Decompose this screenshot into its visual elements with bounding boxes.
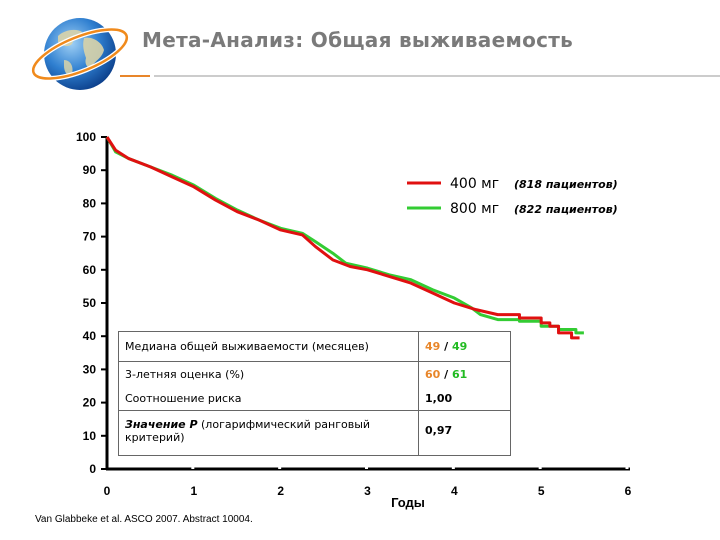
stats-row-pvalue: [119, 411, 511, 456]
chart-legend: [407, 176, 618, 217]
y-tick-label-80: 80: [82, 196, 96, 211]
stats-label-pvalue: [119, 411, 419, 456]
stats-value-3yr: 60 / 61: [425, 368, 468, 381]
stats-row-hazard: [119, 388, 511, 411]
x-tick-label-5: 5: [537, 484, 545, 498]
three-year-400: 60: [425, 368, 441, 381]
y-tick-label-40: 40: [82, 329, 96, 344]
stats-value-median: 49 / 49: [419, 332, 511, 362]
series-line-400mg: [107, 137, 580, 338]
legend-name-0: 400 мг: [450, 176, 500, 192]
y-tick-label-50: 50: [82, 296, 96, 310]
median-400: 49: [425, 340, 441, 353]
survival-stats-table: [118, 331, 511, 456]
x-tick-label-0: 0: [103, 484, 111, 498]
x-tick-label-1: 1: [190, 484, 198, 498]
stats-label-median: Медиана общей выживаемости (месяцев): [119, 332, 419, 362]
y-tick-label-30: 30: [82, 362, 96, 377]
legend-note-0: (818 пациентов): [514, 178, 618, 191]
x-tick-label-4: 4: [450, 484, 458, 498]
series-line-800mg: [107, 137, 584, 333]
x-tick-label-6: 6: [624, 484, 632, 498]
x-tick-label-3: 3: [364, 484, 371, 498]
stats-value-pvalue: 0,97: [425, 424, 453, 437]
stats-value-hazard: 1,00: [419, 388, 511, 411]
citation-footnote: Van Glabbeke et al. ASCO 2007. Abstract 10004.: [35, 514, 253, 525]
x-tick-label-2: 2: [277, 484, 285, 498]
y-tick-label-60: 60: [82, 262, 96, 277]
legend-name-1: 800 мг: [450, 201, 500, 217]
y-tick-label-0: 0: [89, 462, 96, 476]
median-800: 49: [452, 340, 468, 353]
stats-row-3yr: [119, 362, 511, 388]
y-tick-label-10: 10: [82, 428, 96, 443]
legend-note-1: (822 пациентов): [514, 203, 618, 216]
stats-row-median: [119, 332, 511, 362]
page-title: Мета-Анализ: Общая выживаемость: [142, 28, 574, 52]
stats-label-hazard: Соотношение риска: [119, 388, 419, 411]
pvalue-method: (логарифмический ранговый критерий): [125, 418, 371, 444]
y-tick-label-90: 90: [82, 163, 96, 178]
x-axis-label: Годы: [391, 495, 425, 510]
chart-series: [107, 137, 584, 338]
y-tick-label-100: 100: [75, 130, 96, 144]
y-tick-label-70: 70: [82, 229, 96, 244]
y-tick-label-20: 20: [82, 395, 96, 410]
stats-label-3yr: 3-летняя оценка (%): [119, 362, 419, 388]
pvalue-term: Значение P: [125, 418, 198, 431]
three-year-800: 61: [452, 368, 468, 381]
